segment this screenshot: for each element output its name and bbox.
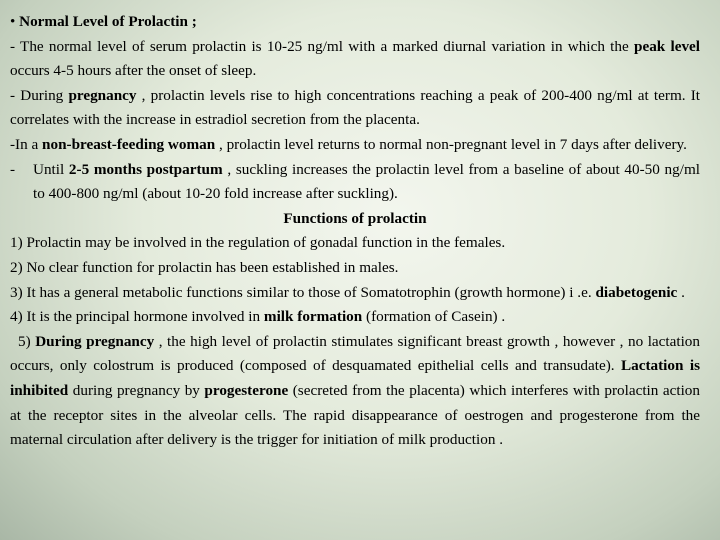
heading-text: Normal Level of Prolactin ;: [19, 13, 197, 30]
heading: [10, 10, 700, 35]
function-item: 4) It is the principal hormone involved in milk formation (formation of Casein) .: [10, 308, 506, 326]
slide-body: [10, 10, 700, 453]
paragraph-pregnancy: - During pregnancy , prolactin levels rise to high concentrations reaching a peak of 200-400 ng/ml at term. It correlates with the increase in estradiol secretion from the placenta.: [10, 86, 700, 129]
function-item: 5) During pregnancy , the high level of prolactin stimulates significant breast growth , however , no lactation occurs, only colostrum is produced (composed of desquamated epithelial cells and transudate). Lactation is inhibited during pregnancy by progesterone (secreted from the placenta) which interferes with prolactin action at the receptor sites in the alveolar cells. The rapid disappearance of oestrogen and progesterone from the maternal circulation after delivery is the trigger for initiation of milk production .: [10, 332, 700, 449]
bullet: •: [10, 13, 16, 30]
function-item: 1) Prolactin may be involved in the regulation of gonadal function in the females.: [10, 234, 506, 252]
function-item: 2) No clear function for prolactin has been established in males.: [10, 258, 399, 276]
paragraph-non-breast-feeding: -In a non-breast-feeding woman , prolactin level returns to normal non-pregnant level in 7 days after delivery.: [10, 135, 687, 153]
functions-title: Functions of prolactin: [283, 209, 427, 227]
function-item: 3) It has a general metabolic functions similar to those of Somatotrophin (growth hormone) i .e. diabetogenic .: [10, 283, 685, 301]
paragraph-normal-level: - The normal level of serum prolactin is 10-25 ng/ml with a marked diurnal variation in which the peak level occurs 4-5 hours after the onset of sleep.: [10, 37, 700, 80]
paragraph-postpartum: - Until 2-5 months postpartum , suckling increases the prolactin level from a baseline of about 40-50 ng/ml to 400-800 ng/ml (about 10-20 fold increase after suckling).: [10, 160, 700, 203]
